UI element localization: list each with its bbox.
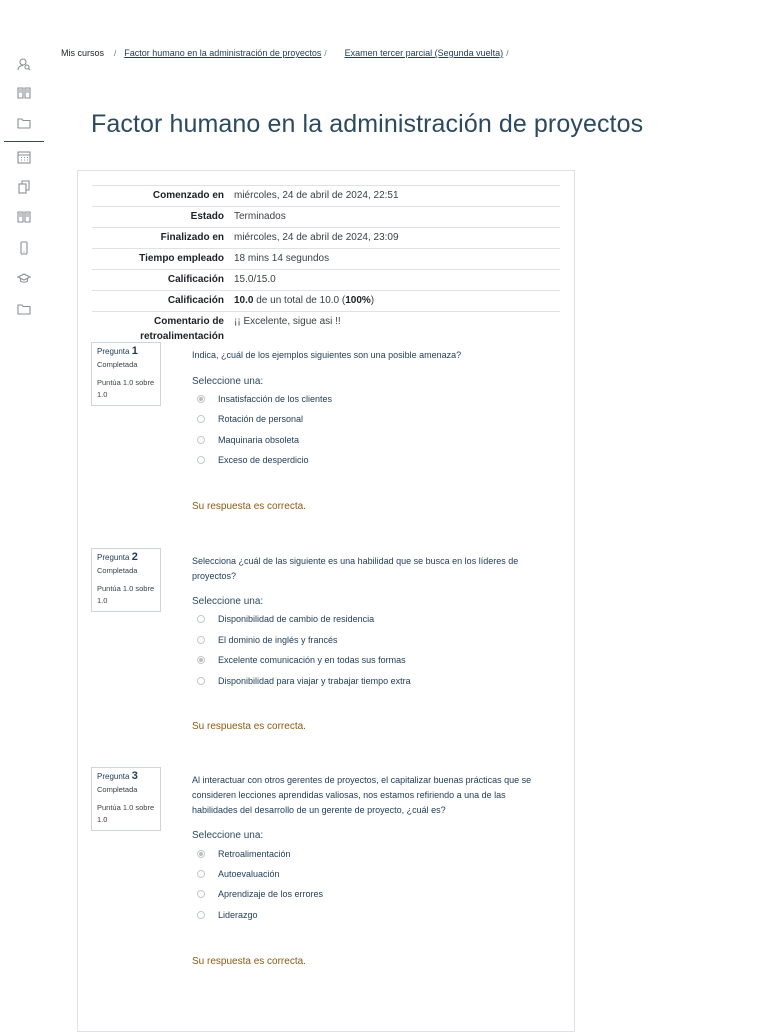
summary-value: miércoles, 24 de abril de 2024, 22:51: [230, 186, 560, 207]
option-label: Aprendizaje de los errores: [218, 889, 324, 899]
question-mark: Puntúa 1.0 sobre 1.0: [97, 378, 155, 399]
radio-button[interactable]: [197, 436, 205, 444]
question-number-value: 2: [131, 551, 138, 563]
answer-option[interactable]: [197, 849, 291, 859]
radio-button[interactable]: [197, 456, 205, 464]
question-label: Pregunta: [97, 772, 130, 781]
radio-button[interactable]: [197, 870, 205, 878]
breadcrumb: [61, 48, 508, 58]
radio-button[interactable]: [197, 615, 205, 623]
breadcrumb-separator: /: [506, 48, 509, 58]
grade-percent: 100%: [345, 295, 371, 306]
question-number: [97, 345, 155, 357]
question-text: Al interactuar con otros gerentes de proyectos, el capitalizar buenas prácticas que se consideren lecciones aprendidas valiosas, nos estamos refiriendo a una de las habilidades del desarrollo de un gerente de proyecto, ¿cuál es?: [192, 775, 532, 815]
summary-label: Comentario de retroalimentación: [92, 312, 230, 348]
book-icon[interactable]: [12, 205, 36, 229]
summary-row-state: [92, 207, 560, 228]
active-indicator: [4, 141, 44, 142]
question-state: Completada: [97, 360, 138, 369]
folder-icon[interactable]: [12, 111, 36, 135]
folder-icon[interactable]: [12, 297, 36, 321]
summary-row-grade: [92, 291, 560, 312]
answer-feedback: Su respuesta es correcta.: [192, 956, 306, 967]
question-mark: Puntúa 1.0 sobre 1.0: [97, 803, 155, 824]
option-label: Autoevaluación: [218, 869, 280, 879]
answer-option[interactable]: [197, 614, 374, 624]
user-search-icon[interactable]: [12, 52, 36, 76]
answer-option[interactable]: [197, 455, 309, 465]
answer-feedback: Su respuesta es correcta.: [192, 721, 306, 732]
radio-button[interactable]: [197, 636, 205, 644]
question-info: [91, 548, 161, 612]
answer-option[interactable]: [197, 394, 332, 404]
question-info: [91, 342, 161, 406]
summary-row-time-taken: [92, 249, 560, 270]
answer-prompt: Seleccione una:: [192, 830, 264, 841]
answer-option[interactable]: [197, 889, 323, 899]
summary-label: Calificación: [92, 270, 230, 291]
option-label: Maquinaria obsoleta: [218, 435, 300, 445]
answer-option[interactable]: [197, 869, 280, 879]
radio-button[interactable]: [197, 677, 205, 685]
summary-label: Comenzado en: [92, 186, 230, 207]
breadcrumb-separator: /: [114, 48, 117, 58]
option-label: Disponibilidad para viajar y trabajar tiempo extra: [218, 676, 411, 686]
breadcrumb-my-courses[interactable]: Mis cursos: [61, 48, 105, 58]
attempt-summary-table: [92, 185, 560, 347]
option-label: Liderazgo: [218, 910, 258, 920]
summary-value: 15.0/15.0: [230, 270, 560, 291]
question-state: Completada: [97, 566, 138, 575]
answer-feedback: Su respuesta es correcta.: [192, 501, 306, 512]
summary-row-feedback: [92, 312, 560, 348]
book-icon[interactable]: [12, 81, 36, 105]
summary-value: ¡¡ Excelente, sigue asi !!: [230, 312, 560, 348]
option-label: Insatisfacción de los clientes: [218, 394, 333, 404]
radio-button[interactable]: [197, 656, 205, 664]
question-number: [97, 770, 155, 782]
calendar-icon[interactable]: [12, 145, 36, 169]
graduation-cap-icon[interactable]: [12, 267, 36, 291]
grade-total: de un total de 10.0 (: [256, 295, 346, 306]
page-title: Factor humano en la administración de proyectos: [91, 110, 644, 138]
summary-row-marks: [92, 270, 560, 291]
option-label: Rotación de personal: [218, 414, 304, 424]
answer-prompt: Seleccione una:: [192, 376, 264, 387]
radio-button[interactable]: [197, 395, 205, 403]
option-label: Disponibilidad de cambio de residencia: [218, 614, 375, 624]
answer-prompt: Seleccione una:: [192, 596, 264, 607]
mobile-icon[interactable]: [12, 236, 36, 260]
breadcrumb-separator: /: [324, 48, 327, 58]
grade-close: ): [370, 295, 375, 306]
quiz-review: [77, 170, 575, 1032]
breadcrumb-exam[interactable]: Examen tercer parcial (Segunda vuelta): [344, 48, 504, 58]
answer-option[interactable]: [197, 676, 411, 686]
question-number: [97, 551, 155, 563]
question-label: Pregunta: [97, 553, 130, 562]
summary-value: [230, 291, 560, 312]
radio-button[interactable]: [197, 415, 205, 423]
question-info: [91, 767, 161, 831]
option-label: Retroalimentación: [218, 849, 291, 859]
radio-button[interactable]: [197, 911, 205, 919]
summary-value: 18 mins 14 segundos: [230, 249, 560, 270]
question-state: Completada: [97, 785, 138, 794]
grade-value: 10.0: [234, 295, 254, 306]
question-number-value: 3: [131, 770, 138, 782]
question-text: Indica, ¿cuál de los ejemplos siguientes son una posible amenaza?: [192, 350, 462, 360]
question-mark: Puntúa 1.0 sobre 1.0: [97, 584, 155, 605]
answer-option[interactable]: [197, 414, 303, 424]
summary-value: Terminados: [230, 207, 560, 228]
answer-option[interactable]: [197, 910, 258, 920]
radio-button[interactable]: [197, 850, 205, 858]
summary-row-started: [92, 186, 560, 207]
radio-button[interactable]: [197, 890, 205, 898]
option-label: Exceso de desperdicio: [218, 455, 309, 465]
copy-icon[interactable]: [12, 175, 36, 199]
answer-option[interactable]: [197, 635, 338, 645]
answer-option[interactable]: [197, 435, 299, 445]
answer-option[interactable]: [197, 655, 406, 665]
summary-value: miércoles, 24 de abril de 2024, 23:09: [230, 228, 560, 249]
question-label: Pregunta: [97, 347, 130, 356]
summary-label: Finalizado en: [92, 228, 230, 249]
summary-label: Calificación: [92, 291, 230, 312]
summary-label: Estado: [92, 207, 230, 228]
breadcrumb-course[interactable]: Factor humano en la administración de proyectos: [124, 48, 322, 58]
question-number-value: 1: [131, 345, 138, 357]
summary-row-finished: [92, 228, 560, 249]
question-text: Selecciona ¿cuál de las siguiente es una habilidad que se busca en los líderes de proyectos?: [192, 556, 519, 581]
option-label: Excelente comunicación y en todas sus formas: [218, 655, 406, 665]
summary-label: Tiempo empleado: [92, 249, 230, 270]
option-label: El dominio de inglés y francés: [218, 635, 338, 645]
